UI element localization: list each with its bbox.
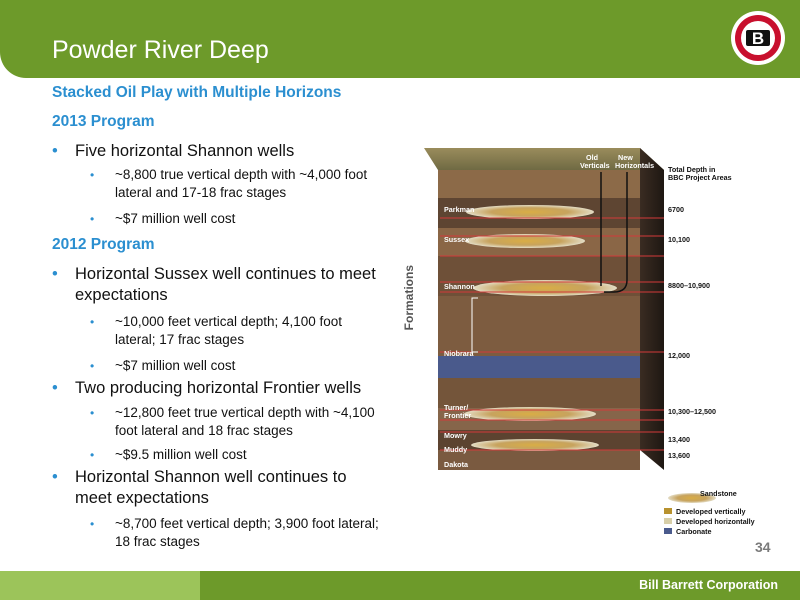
- bullet-icon: •: [90, 448, 95, 462]
- legend-carbonate: Carbonate: [676, 527, 712, 536]
- legend-sandstone: Sandstone: [700, 489, 737, 498]
- company-name: Bill Barrett Corporation: [639, 578, 778, 592]
- formation-label: Shannon: [444, 282, 475, 291]
- footer-bar-left: [0, 571, 200, 600]
- block-side: [640, 148, 664, 470]
- sandstone-lens: [466, 205, 594, 219]
- formation-label: Sussex: [444, 235, 470, 244]
- new-horizontals-label: New Horizontals: [615, 153, 655, 170]
- bullet-icon: •: [90, 406, 95, 420]
- stratum: [438, 450, 640, 470]
- sandstone-lens: [464, 407, 596, 421]
- stratum: [438, 296, 640, 356]
- depth-label: 10,300–12,500: [668, 407, 716, 416]
- bullet-icon: •: [52, 265, 58, 283]
- stratum: [438, 170, 640, 198]
- bullet-icon: •: [52, 468, 58, 486]
- bullet-icon: •: [90, 315, 95, 329]
- legend-swatch-carbonate: [664, 528, 672, 534]
- depth-label: 13,400: [668, 435, 690, 444]
- geologic-cross-section: [400, 120, 755, 560]
- depth-header: Total Depth in BBC Project Areas: [668, 165, 732, 182]
- subtitle: Stacked Oil Play with Multiple Horizons: [52, 84, 342, 101]
- legend-swatch-vertical: [664, 508, 672, 514]
- stratum: [438, 378, 640, 408]
- depth-label: 6700: [668, 205, 684, 214]
- formation-label: Muddy: [444, 445, 468, 454]
- bullet-icon: •: [90, 359, 95, 373]
- depth-label: 10,100: [668, 235, 690, 244]
- section-heading-2013: 2013 Program: [52, 113, 155, 130]
- depth-label: 8800–10,900: [668, 281, 710, 290]
- formation-label: Parkman: [444, 205, 475, 214]
- depth-labels: [668, 205, 716, 460]
- page-title: Powder River Deep: [52, 36, 269, 64]
- company-logo: [730, 10, 786, 66]
- bullet-icon: •: [90, 517, 95, 531]
- bullet-icon: •: [90, 212, 95, 226]
- bullet-icon: •: [52, 379, 58, 397]
- legend-developed-vertically: Developed vertically: [676, 507, 746, 516]
- bullet-icon: •: [90, 168, 95, 182]
- old-verticals-label: Old Verticals: [580, 153, 610, 170]
- depth-label: 12,000: [668, 351, 690, 360]
- formation-label: Turner/ Frontier: [444, 403, 472, 420]
- section-heading-2012: 2012 Program: [52, 236, 155, 253]
- sandstone-lens: [471, 439, 599, 451]
- formation-label: Dakota: [444, 460, 468, 469]
- logo-letter: B: [751, 29, 765, 48]
- formations-axis-label: Formations: [402, 265, 416, 331]
- formation-label: Niobrara: [444, 349, 474, 358]
- carbonate-stratum: [438, 356, 640, 378]
- legend-swatch-horizontal: [664, 518, 672, 524]
- depth-label: 13,600: [668, 451, 690, 460]
- formation-label: Mowry: [444, 431, 467, 440]
- bullet-icon: •: [52, 142, 58, 160]
- legend-developed-horizontally: Developed horizontally: [676, 517, 755, 526]
- page-number: 34: [755, 539, 771, 555]
